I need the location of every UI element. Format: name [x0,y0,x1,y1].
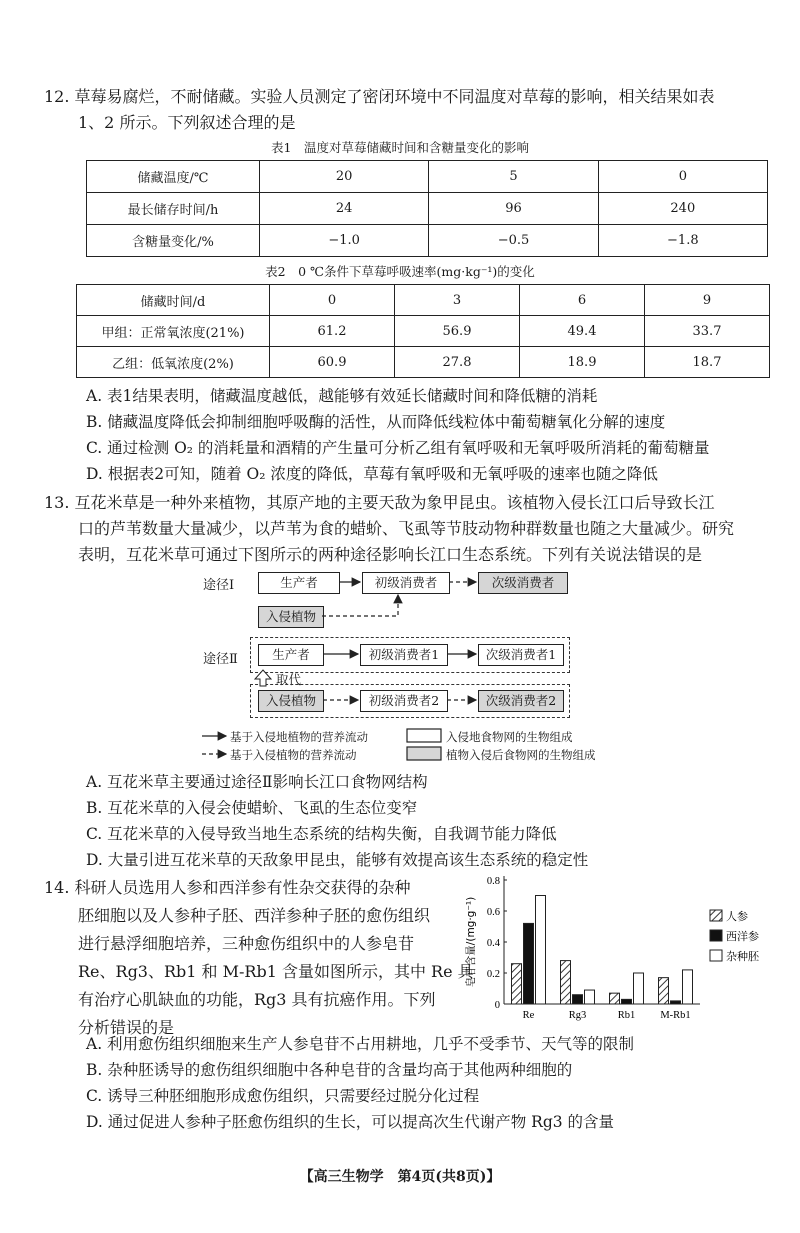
legend-dashed-label: 基于入侵植物的营养流动 [230,748,357,762]
bar-人参 [561,961,571,1004]
table2-cell: 乙组：低氧浓度(2%) [77,347,270,378]
legend-label: 杂种胚 [726,950,759,963]
bar-人参 [659,978,669,1004]
legend-gray-box-icon [407,747,441,760]
q12-stem-line2: 1、2 所示。下列叙述合理的是 [78,113,296,132]
q14-stem-line: 进行悬浮细胞培养，三种愈伤组织中的人参皂苷 [78,934,415,953]
table2-cell: 33.7 [645,316,770,347]
legend-white-label: 入侵地食物网的生物组成 [446,730,573,744]
y-tick-label: 0.4 [486,938,500,949]
path2-label: 途径Ⅱ [203,652,238,667]
table1-cell: 0 [598,161,767,193]
table2-cell: 61.2 [270,316,395,347]
table2-cell: 60.9 [270,347,395,378]
table1-cell: −0.5 [429,225,598,257]
bar-杂种胚 [683,970,693,1004]
y-tick-label: 0.6 [486,907,500,918]
table1-cell: 20 [260,161,429,193]
q14-option-b: B. 杂种胚诱导的愈伤组织细胞中各种皂苷的含量均高于其他两种细胞的 [86,1061,573,1079]
x-tick-label: Rb1 [617,1010,636,1021]
q13-option-c: C. 互花米草的入侵导致当地生态系统的结构失衡，自我调节能力降低 [86,825,557,843]
q12-option-c: C. 通过检测 O₂ 的消耗量和酒精的产生量可分析乙组有氧呼吸和无氧呼吸所消耗的葡萄糖量 [86,439,710,457]
bar-人参 [610,993,620,1004]
table1-cell: −1.0 [260,225,429,257]
q13-option-a: A. 互花米草主要通过途径Ⅱ影响长江口食物网结构 [86,773,428,791]
q13-stem-line2: 口的芦苇数量大量减少，以芦苇为食的蜡蚧、飞虱等节肢动物种群数量也随之大量减少。研究 [78,519,735,538]
table1-cell: 240 [598,193,767,225]
q13-stem-line1: 13. 互花米草是一种外来植物，其原产地的主要天敌为象甲昆虫。该植物入侵长江口后导致长江 [44,493,715,512]
table1-cell: 5 [429,161,598,193]
table1-cell: 24 [260,193,429,225]
y-tick-label: 0.8 [486,876,500,887]
arrow-invasive-to-primary-dashed [322,595,398,616]
legend-label: 西洋参 [726,930,759,943]
x-tick-label: Re [522,1010,535,1021]
q14-stem-line: 胚细胞以及人参种子胚、西洋参种子胚的愈伤组织 [78,906,431,925]
bar-杂种胚 [536,896,546,1005]
q14-stem-line: 分析错误的是 [78,1018,175,1037]
q12-stem-line1: 12. 草莓易腐烂，不耐储藏。实验人员测定了密闭环境中不同温度对草莓的影响，相关结果如表 [44,87,715,106]
x-tick-label: M-Rb1 [660,1010,691,1021]
bar-杂种胚 [634,973,644,1004]
table2-cell: 6 [520,285,645,316]
q13-stem-line3: 表明，互花米草可通过下图所示的两种途径影响长江口生态系统。下列有关说法错误的是 [78,545,703,564]
q14-option-d: D. 通过促进人参种子胚愈伤组织的生长，可以提高次生代谢产物 Rg3 的含量 [86,1113,615,1131]
legend-solid-label: 基于入侵地植物的营养流动 [230,730,368,744]
y-axis-label: 皂苷含量/(mg·g⁻¹) [465,896,477,988]
table1-caption: 表1 温度对草莓储藏时间和含糖量变化的影响 [271,140,529,155]
path2-secondary1-box: 次级消费者1 [478,644,564,666]
q14-option-a: A. 利用愈伤组织细胞来生产人参皂苷不占用耕地，几乎不受季节、天气等的限制 [86,1035,635,1053]
bar-西洋参 [671,1001,681,1004]
path1-primary-box: 初级消费者 [362,572,450,594]
table2-cell: 18.9 [520,347,645,378]
q14-stem-line: Re、Rg3、Rb1 和 M-Rb1 含量如图所示，其中 Re 具 [78,962,474,981]
q12-option-a: A. 表1结果表明，储藏温度越低，越能够有效延长储藏时间和降低糖的消耗 [86,387,598,405]
path2-invasive-box: 入侵植物 [258,690,324,712]
q13-option-d: D. 大量引进互花米草的天敌象甲昆虫，能够有效提高该生态系统的稳定性 [86,851,589,869]
bar-西洋参 [573,995,583,1004]
table2-cell: 甲组：正常氧浓度(21%) [77,316,270,347]
path2-secondary2-box: 次级消费者2 [478,690,564,712]
replace-arrow-icon [255,670,271,686]
q12-option-d: D. 根据表2可知，随着 O₂ 浓度的降低，草莓有氧呼吸和无氧呼吸的速率也随之降低 [86,465,658,483]
legend-swatch-人参 [710,910,722,921]
legend-swatch-杂种胚 [710,950,722,961]
path2-primary2-box: 初级消费者2 [360,690,448,712]
x-tick-label: Rg3 [568,1010,587,1021]
table1-cell: 储藏温度/℃ [87,161,260,193]
table2-cell: 储藏时间/d [77,285,270,316]
table2-cell: 0 [270,285,395,316]
table2-cell: 56.9 [395,316,520,347]
table1-cell: −1.8 [598,225,767,257]
q14-stem-line: 有治疗心肌缺血的功能，Rg3 具有抗癌作用。下列 [78,990,436,1009]
bar-西洋参 [524,923,534,1004]
table2-cell: 49.4 [520,316,645,347]
bar-人参 [512,964,522,1004]
table2-caption: 表2 0 ℃条件下草莓呼吸速率(mg·kg⁻¹)的变化 [265,264,535,279]
replace-label: 取代 [276,672,302,687]
path1-invasive-box: 入侵植物 [258,606,324,628]
bar-西洋参 [622,999,632,1004]
y-tick-label: 0 [494,1000,500,1011]
table2-cell: 9 [645,285,770,316]
q13-option-b: B. 互花米草的入侵会使蜡蚧、飞虱的生态位变窄 [86,799,418,817]
bar-杂种胚 [585,990,595,1004]
legend-swatch-西洋参 [710,930,722,941]
table2-cell: 18.7 [645,347,770,378]
q12-option-b: B. 储藏温度降低会抑制细胞呼吸酶的活性，从而降低线粒体中葡萄糖氧化分解的速度 [86,413,666,431]
path2-primary1-box: 初级消费者1 [360,644,448,666]
path1-label: 途径Ⅰ [203,578,235,593]
legend-gray-label: 植物入侵后食物网的生物组成 [446,748,596,762]
legend-label: 人参 [726,910,748,923]
path2-producer-box: 生产者 [258,644,324,666]
q14-stem [44,874,474,1042]
table2-cell: 3 [395,285,520,316]
saponin-chart [460,868,760,1030]
table1-cell: 含糖量变化/% [87,225,260,257]
table1-cell: 96 [429,193,598,225]
table1-cell: 最长储存时间/h [87,193,260,225]
q14-option-c: C. 诱导三种胚细胞形成愈伤组织，只需要经过脱分化过程 [86,1087,480,1105]
q14-stem-line: 14. 科研人员选用人参和西洋参有性杂交获得的杂种 [44,878,411,897]
page-footer: 【高三生物学 第4页(共8页)】 [299,1169,501,1185]
legend-white-box-icon [407,729,441,742]
table2-cell: 27.8 [395,347,520,378]
path1-producer-box: 生产者 [258,572,340,594]
path1-secondary-box: 次级消费者 [478,572,568,594]
y-tick-label: 0.2 [486,969,500,980]
